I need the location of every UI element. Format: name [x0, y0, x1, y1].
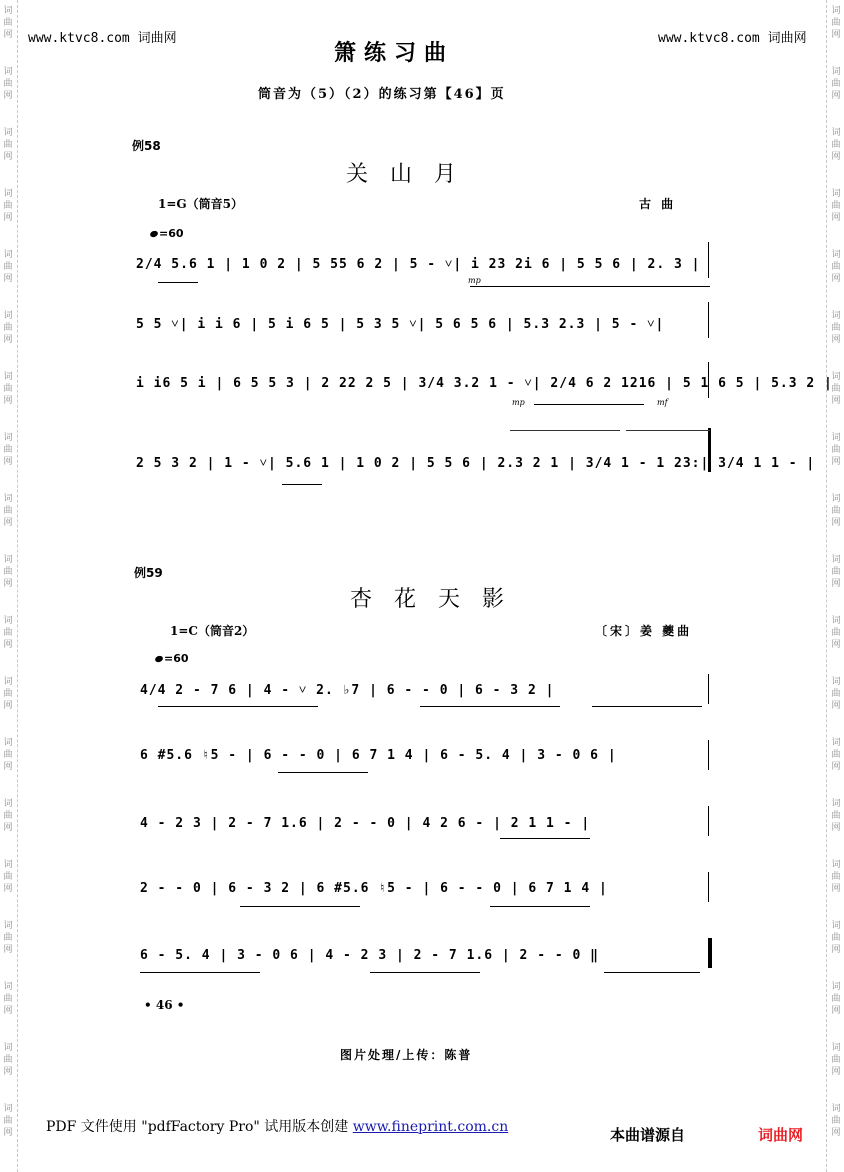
- watermark-char: 词: [3, 311, 13, 321]
- quarter-note-icon: [154, 655, 164, 663]
- watermark-char: 词: [3, 6, 13, 16]
- tempo-value: =60: [159, 227, 184, 240]
- watermark-char: 词: [3, 494, 13, 504]
- watermark-char: 网: [831, 884, 841, 894]
- watermark-char: 词: [831, 677, 841, 687]
- hairpin: [592, 706, 702, 707]
- watermark-char: 曲: [831, 628, 841, 638]
- watermark-char: 词: [3, 128, 13, 138]
- volta-bracket: [626, 430, 710, 431]
- final-bar-line: [708, 428, 711, 472]
- watermark-char: 词: [3, 921, 13, 931]
- example-58-line-1: 2/4 5.6 1 | 1 0 2 | 5 55 6 2 | 5 - ˅| i 23 2i 6 | 5 5 6 | 2. 3 |: [136, 257, 701, 272]
- watermark-char: 词: [831, 6, 841, 16]
- watermark-char: 词: [3, 860, 13, 870]
- example-59-song-title: 杏花天影: [350, 587, 527, 612]
- hairpin: [470, 286, 710, 287]
- example-59-line-1: 4/4 2 - 7 6 | 4 - ˅ 2. ♭7 | 6 - - 0 | 6 - 3 2 |: [140, 683, 555, 698]
- watermark-char: 曲: [3, 506, 13, 516]
- pdf-notice-text: PDF 文件使用 "pdfFactory Pro" 试用版本创建: [46, 1119, 349, 1135]
- watermark-char: 曲: [3, 994, 13, 1004]
- hairpin: [158, 706, 318, 707]
- watermark-char: 词: [831, 128, 841, 138]
- example-59-line-2: 6 #5.6 ♮5 - | 6 - - 0 | 6 7 1 4 | 6 - 5. 4 | 3 - 0 6 |: [140, 748, 617, 763]
- watermark-char: 网: [831, 823, 841, 833]
- watermark-char: 词: [3, 1104, 13, 1114]
- watermark-char: 曲: [831, 262, 841, 272]
- watermark-char: 词: [831, 738, 841, 748]
- hairpin: [282, 484, 322, 485]
- watermark-char: 网: [3, 396, 13, 406]
- watermark-char: 词: [831, 982, 841, 992]
- watermark-char: 网: [831, 274, 841, 284]
- watermark-char: 网: [831, 579, 841, 589]
- watermark-char: 曲: [831, 1116, 841, 1126]
- watermark-char: 词: [831, 860, 841, 870]
- hairpin: [604, 972, 700, 973]
- left-watermark-strip: [0, 0, 16, 1172]
- example-58-key: 1=G（筒音5）: [158, 197, 244, 211]
- example-59-attribution: 〔宋〕姜 夔曲: [595, 624, 693, 638]
- tempo-value: =60: [164, 652, 189, 665]
- watermark-char: 曲: [3, 18, 13, 28]
- hairpin: [240, 906, 360, 907]
- watermark-char: 网: [831, 30, 841, 40]
- watermark-char: 词: [3, 189, 13, 199]
- example-58-attribution: 古 曲: [639, 197, 677, 211]
- example-59-line-5: 6 - 5. 4 | 3 - 0 6 | 4 - 2 3 | 2 - 7 1.6 | 2 - - 0 ‖: [140, 948, 599, 963]
- hairpin: [140, 972, 260, 973]
- watermark-char: 词: [831, 250, 841, 260]
- watermark-char: 网: [831, 640, 841, 650]
- watermark-char: 网: [3, 213, 13, 223]
- watermark-char: 曲: [3, 445, 13, 455]
- watermark-char: 曲: [3, 262, 13, 272]
- watermark-char: 曲: [831, 18, 841, 28]
- watermark-char: 网: [3, 701, 13, 711]
- bar-line: [708, 302, 709, 338]
- watermark-char: 词: [3, 982, 13, 992]
- watermark-char: 网: [3, 152, 13, 162]
- watermark-char: 词: [831, 1043, 841, 1053]
- final-bar-line: [708, 938, 712, 968]
- watermark-char: 曲: [3, 933, 13, 943]
- hairpin: [490, 906, 590, 907]
- watermark-char: 词: [3, 677, 13, 687]
- watermark-char: 词: [831, 921, 841, 931]
- watermark-char: 曲: [831, 994, 841, 1004]
- watermark-char: 词: [3, 616, 13, 626]
- header-site-left[interactable]: www.ktvc8.com 词曲网: [28, 31, 177, 46]
- watermark-char: 曲: [3, 1055, 13, 1065]
- watermark-char: 词: [831, 311, 841, 321]
- watermark-char: 曲: [3, 323, 13, 333]
- watermark-char: 曲: [3, 79, 13, 89]
- watermark-char: 曲: [3, 1116, 13, 1126]
- watermark-char: 网: [3, 274, 13, 284]
- watermark-char: 曲: [831, 567, 841, 577]
- watermark-char: 网: [3, 945, 13, 955]
- watermark-char: 网: [3, 1006, 13, 1016]
- watermark-char: 词: [831, 555, 841, 565]
- watermark-char: 曲: [3, 140, 13, 150]
- watermark-char: 网: [831, 701, 841, 711]
- example-58-line-3: i i6 5 i | 6 5 5 3 | 2 22 2 5 | 3/4 3.2 1 - ˅| 2/4 6 2 1216 | 5 1 6 5 | 5.3 2 |: [136, 376, 833, 391]
- source-label: 本曲谱源自: [610, 1126, 686, 1144]
- watermark-char: 网: [3, 640, 13, 650]
- hairpin: [534, 404, 644, 405]
- watermark-char: 网: [831, 396, 841, 406]
- watermark-char: 曲: [831, 1055, 841, 1065]
- watermark-char: 曲: [3, 384, 13, 394]
- watermark-char: 网: [831, 518, 841, 528]
- watermark-char: 曲: [3, 689, 13, 699]
- watermark-char: 网: [831, 1067, 841, 1077]
- upload-credit: 图片处理/上传：陈普: [340, 1048, 473, 1062]
- watermark-char: 词: [3, 1043, 13, 1053]
- example-58-line-4: 2 5 3 2 | 1 - ˅| 5.6 1 | 1 0 2 | 5 5 6 | 2.3 2 1 | 3/4 1 - 1 23:| 3/4 1 1 - |: [136, 456, 816, 471]
- watermark-char: 曲: [3, 567, 13, 577]
- watermark-char: 曲: [831, 933, 841, 943]
- watermark-char: 网: [831, 457, 841, 467]
- dynamic-mark: mp: [512, 398, 525, 407]
- watermark-char: 曲: [831, 140, 841, 150]
- watermark-char: 词: [831, 189, 841, 199]
- watermark-char: 曲: [831, 506, 841, 516]
- watermark-char: 词: [831, 494, 841, 504]
- example-59-line-3: 4 - 2 3 | 2 - 7 1.6 | 2 - - 0 | 4 2 6 - | 2 1 1 - |: [140, 816, 591, 831]
- bar-line: [708, 362, 709, 398]
- watermark-char: 词: [831, 799, 841, 809]
- watermark-char: 曲: [831, 323, 841, 333]
- left-margin-line: [17, 0, 18, 1172]
- page-title: 箫练习曲: [334, 40, 455, 66]
- watermark-char: 词: [831, 1104, 841, 1114]
- watermark-char: 曲: [3, 872, 13, 882]
- watermark-char: 网: [3, 1067, 13, 1077]
- hairpin: [278, 772, 368, 773]
- watermark-char: 曲: [3, 750, 13, 760]
- watermark-char: 曲: [831, 79, 841, 89]
- watermark-char: 曲: [3, 628, 13, 638]
- watermark-char: 词: [831, 616, 841, 626]
- watermark-char: 词: [831, 67, 841, 77]
- watermark-char: 曲: [831, 201, 841, 211]
- example-58-tempo: [150, 227, 184, 240]
- watermark-char: 网: [3, 91, 13, 101]
- volta-bracket: [510, 430, 620, 431]
- example-58-label: 例58: [132, 139, 161, 153]
- watermark-char: 曲: [3, 201, 13, 211]
- example-59-line-4: 2 - - 0 | 6 - 3 2 | 6 #5.6 ♮5 - | 6 - - 0 | 6 7 1 4 |: [140, 881, 608, 896]
- watermark-char: 网: [3, 1128, 13, 1138]
- watermark-char: 网: [831, 152, 841, 162]
- bar-line: [708, 740, 709, 770]
- watermark-char: 曲: [831, 384, 841, 394]
- watermark-char: 曲: [3, 811, 13, 821]
- watermark-char: 网: [831, 762, 841, 772]
- example-58-line-2: 5 5 ˅| i i 6 | 5 i 6 5 | 5 3 5 ˅| 5 6 5 6 | 5.3 2.3 | 5 - ˅|: [136, 317, 665, 332]
- watermark-char: 网: [3, 823, 13, 833]
- quarter-note-icon: [149, 230, 159, 238]
- watermark-char: 网: [831, 1006, 841, 1016]
- watermark-char: 词: [3, 433, 13, 443]
- pdf-notice: [46, 1116, 508, 1136]
- watermark-char: 网: [3, 579, 13, 589]
- watermark-char: 网: [831, 213, 841, 223]
- hairpin: [420, 706, 560, 707]
- watermark-char: 网: [3, 518, 13, 528]
- watermark-char: 曲: [831, 445, 841, 455]
- watermark-char: 曲: [831, 689, 841, 699]
- watermark-char: 网: [3, 457, 13, 467]
- watermark-char: 词: [3, 555, 13, 565]
- right-margin-line: [826, 0, 827, 1172]
- example-58-song-title: 关山月: [346, 162, 479, 187]
- watermark-char: 词: [3, 799, 13, 809]
- watermark-char: 网: [3, 30, 13, 40]
- dynamic-mark: mf: [657, 398, 668, 407]
- bar-line: [708, 674, 709, 704]
- fineprint-link[interactable]: www.fineprint.com.cn: [352, 1119, 509, 1135]
- watermark-char: 网: [831, 1128, 841, 1138]
- page-number: • 46 •: [144, 998, 185, 1012]
- dynamic-mark: mp: [468, 276, 481, 285]
- right-watermark-strip: [828, 0, 844, 1172]
- watermark-char: 词: [3, 250, 13, 260]
- hairpin: [500, 838, 590, 839]
- watermark-char: 曲: [831, 872, 841, 882]
- watermark-char: 网: [831, 945, 841, 955]
- example-59-tempo: [155, 652, 189, 665]
- watermark-char: 词: [3, 738, 13, 748]
- watermark-char: 曲: [831, 811, 841, 821]
- hairpin: [158, 282, 198, 283]
- hairpin: [370, 972, 480, 973]
- bar-line: [708, 806, 709, 836]
- source-site-logo[interactable]: 词曲网: [758, 1126, 804, 1144]
- header-site-right[interactable]: www.ktvc8.com 词曲网: [658, 31, 807, 46]
- watermark-char: 词: [831, 372, 841, 382]
- watermark-char: 网: [3, 335, 13, 345]
- page-subtitle: 筒音为（5）（2）的练习第【46】页: [258, 87, 506, 102]
- watermark-char: 词: [831, 433, 841, 443]
- watermark-char: 词: [3, 372, 13, 382]
- watermark-char: 词: [3, 67, 13, 77]
- watermark-char: 曲: [831, 750, 841, 760]
- example-59-label: 例59: [134, 566, 163, 580]
- bar-line: [708, 242, 709, 278]
- watermark-char: 网: [3, 762, 13, 772]
- watermark-char: 网: [831, 91, 841, 101]
- example-59-key: 1=C（筒音2）: [170, 624, 255, 638]
- watermark-char: 网: [831, 335, 841, 345]
- watermark-char: 网: [3, 884, 13, 894]
- bar-line: [708, 872, 709, 902]
